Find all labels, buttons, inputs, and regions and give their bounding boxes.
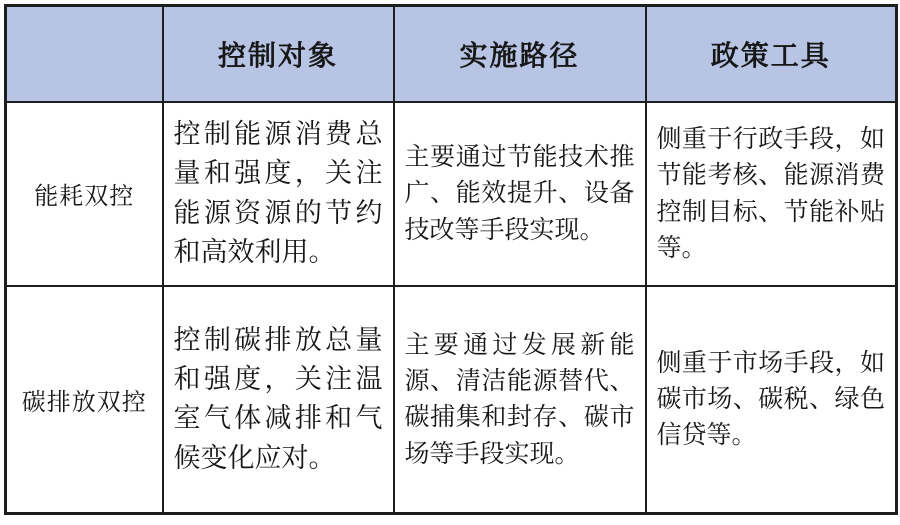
- cell-energy-implementation-path: 主要通过节能技术推广、能效提升、设备技改等手段实现。: [394, 102, 646, 286]
- table-row-energy-dual-control: [6, 102, 897, 286]
- header-cell-blank: [6, 6, 163, 102]
- row-label-carbon-dual-control: 碳排放双控: [6, 286, 163, 514]
- cell-carbon-implementation-path: 主要通过发展新能源、清洁能源替代、碳捕集和封存、碳市场等手段实现。: [394, 286, 646, 514]
- row-label-energy-dual-control: 能耗双控: [6, 102, 163, 286]
- comparison-table: [4, 4, 898, 515]
- cell-energy-control-object: 控制能源消费总量和强度，关注能源资源的节约和高效利用。: [163, 102, 394, 286]
- cell-carbon-policy-tools: 侧重于市场手段，如碳市场、碳税、绿色信贷等。: [646, 286, 897, 514]
- header-row: [6, 6, 897, 102]
- header-cell-control-object: 控制对象: [163, 6, 394, 102]
- header-cell-implementation-path: 实施路径: [394, 6, 646, 102]
- cell-carbon-control-object: 控制碳排放总量和强度，关注温室气体减排和气候变化应对。: [163, 286, 394, 514]
- header-cell-policy-tools: 政策工具: [646, 6, 897, 102]
- table-row-carbon-dual-control: [6, 286, 897, 514]
- cell-energy-policy-tools: 侧重于行政手段，如节能考核、能源消费控制目标、节能补贴等。: [646, 102, 897, 286]
